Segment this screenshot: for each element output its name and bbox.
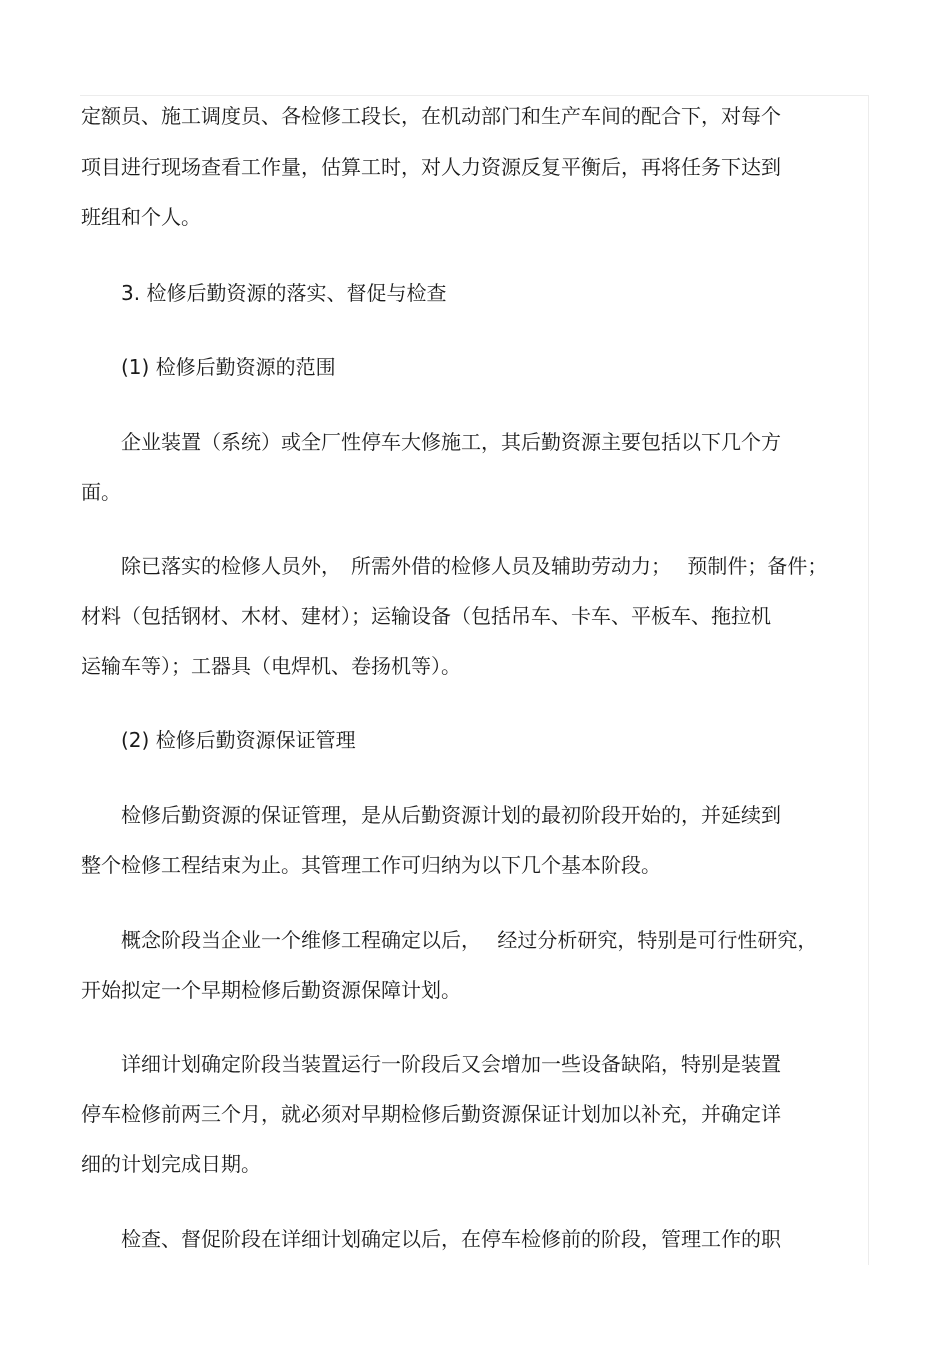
- paragraph-line: 项目进行现场查看工作量，估算工时，对人力资源反复平衡后，再将任务下达到: [81, 155, 781, 179]
- paragraph-line: 面。: [81, 480, 121, 504]
- paragraph-line: 概念阶段当企业一个维修工程确定以后， 经过分析研究，特别是可行性研究，: [121, 928, 818, 952]
- paragraph-line: 详细计划确定阶段当装置运行一阶段后又会增加一些设备缺陷，特别是装置: [121, 1052, 781, 1076]
- paragraph-line: 整个检修工程结束为止。其管理工作可归纳为以下几个基本阶段。: [81, 853, 661, 877]
- paragraph-line: 材料（包括钢材、木材、建材）；运输设备（包括吊车、卡车、平板车、拖拉机: [81, 604, 771, 628]
- section-heading: 3. 检修后勤资源的落实、督促与检查: [121, 281, 447, 305]
- page-border-right: [868, 95, 869, 1265]
- subsection-heading: (1) 检修后勤资源的范围: [121, 355, 336, 379]
- paragraph-line: 检修后勤资源的保证管理，是从后勤资源计划的最初阶段开始的，并延续到: [121, 803, 781, 827]
- page-border-top: [80, 95, 869, 96]
- paragraph-line: 定额员、施工调度员、各检修工段长，在机动部门和生产车间的配合下，对每个: [81, 104, 781, 128]
- paragraph-line: 停车检修前两三个月，就必须对早期检修后勤资源保证计划加以补充，并确定详: [81, 1102, 781, 1126]
- paragraph-line: 检查、督促阶段在详细计划确定以后，在停车检修前的阶段，管理工作的职: [121, 1227, 781, 1251]
- paragraph-line: 运输车等）；工器具（电焊机、卷扬机等）。: [81, 654, 461, 678]
- paragraph-line: 开始拟定一个早期检修后勤资源保障计划。: [81, 978, 461, 1002]
- paragraph-line: 除已落实的检修人员外， 所需外借的检修人员及辅助劳动力； 预制件；备件；: [121, 554, 828, 578]
- paragraph-line: 企业装置（系统）或全厂性停车大修施工，其后勤资源主要包括以下几个方: [121, 430, 781, 454]
- paragraph-line: 班组和个人。: [81, 205, 201, 229]
- paragraph-line: 细的计划完成日期。: [81, 1152, 261, 1176]
- subsection-heading: (2) 检修后勤资源保证管理: [121, 728, 356, 752]
